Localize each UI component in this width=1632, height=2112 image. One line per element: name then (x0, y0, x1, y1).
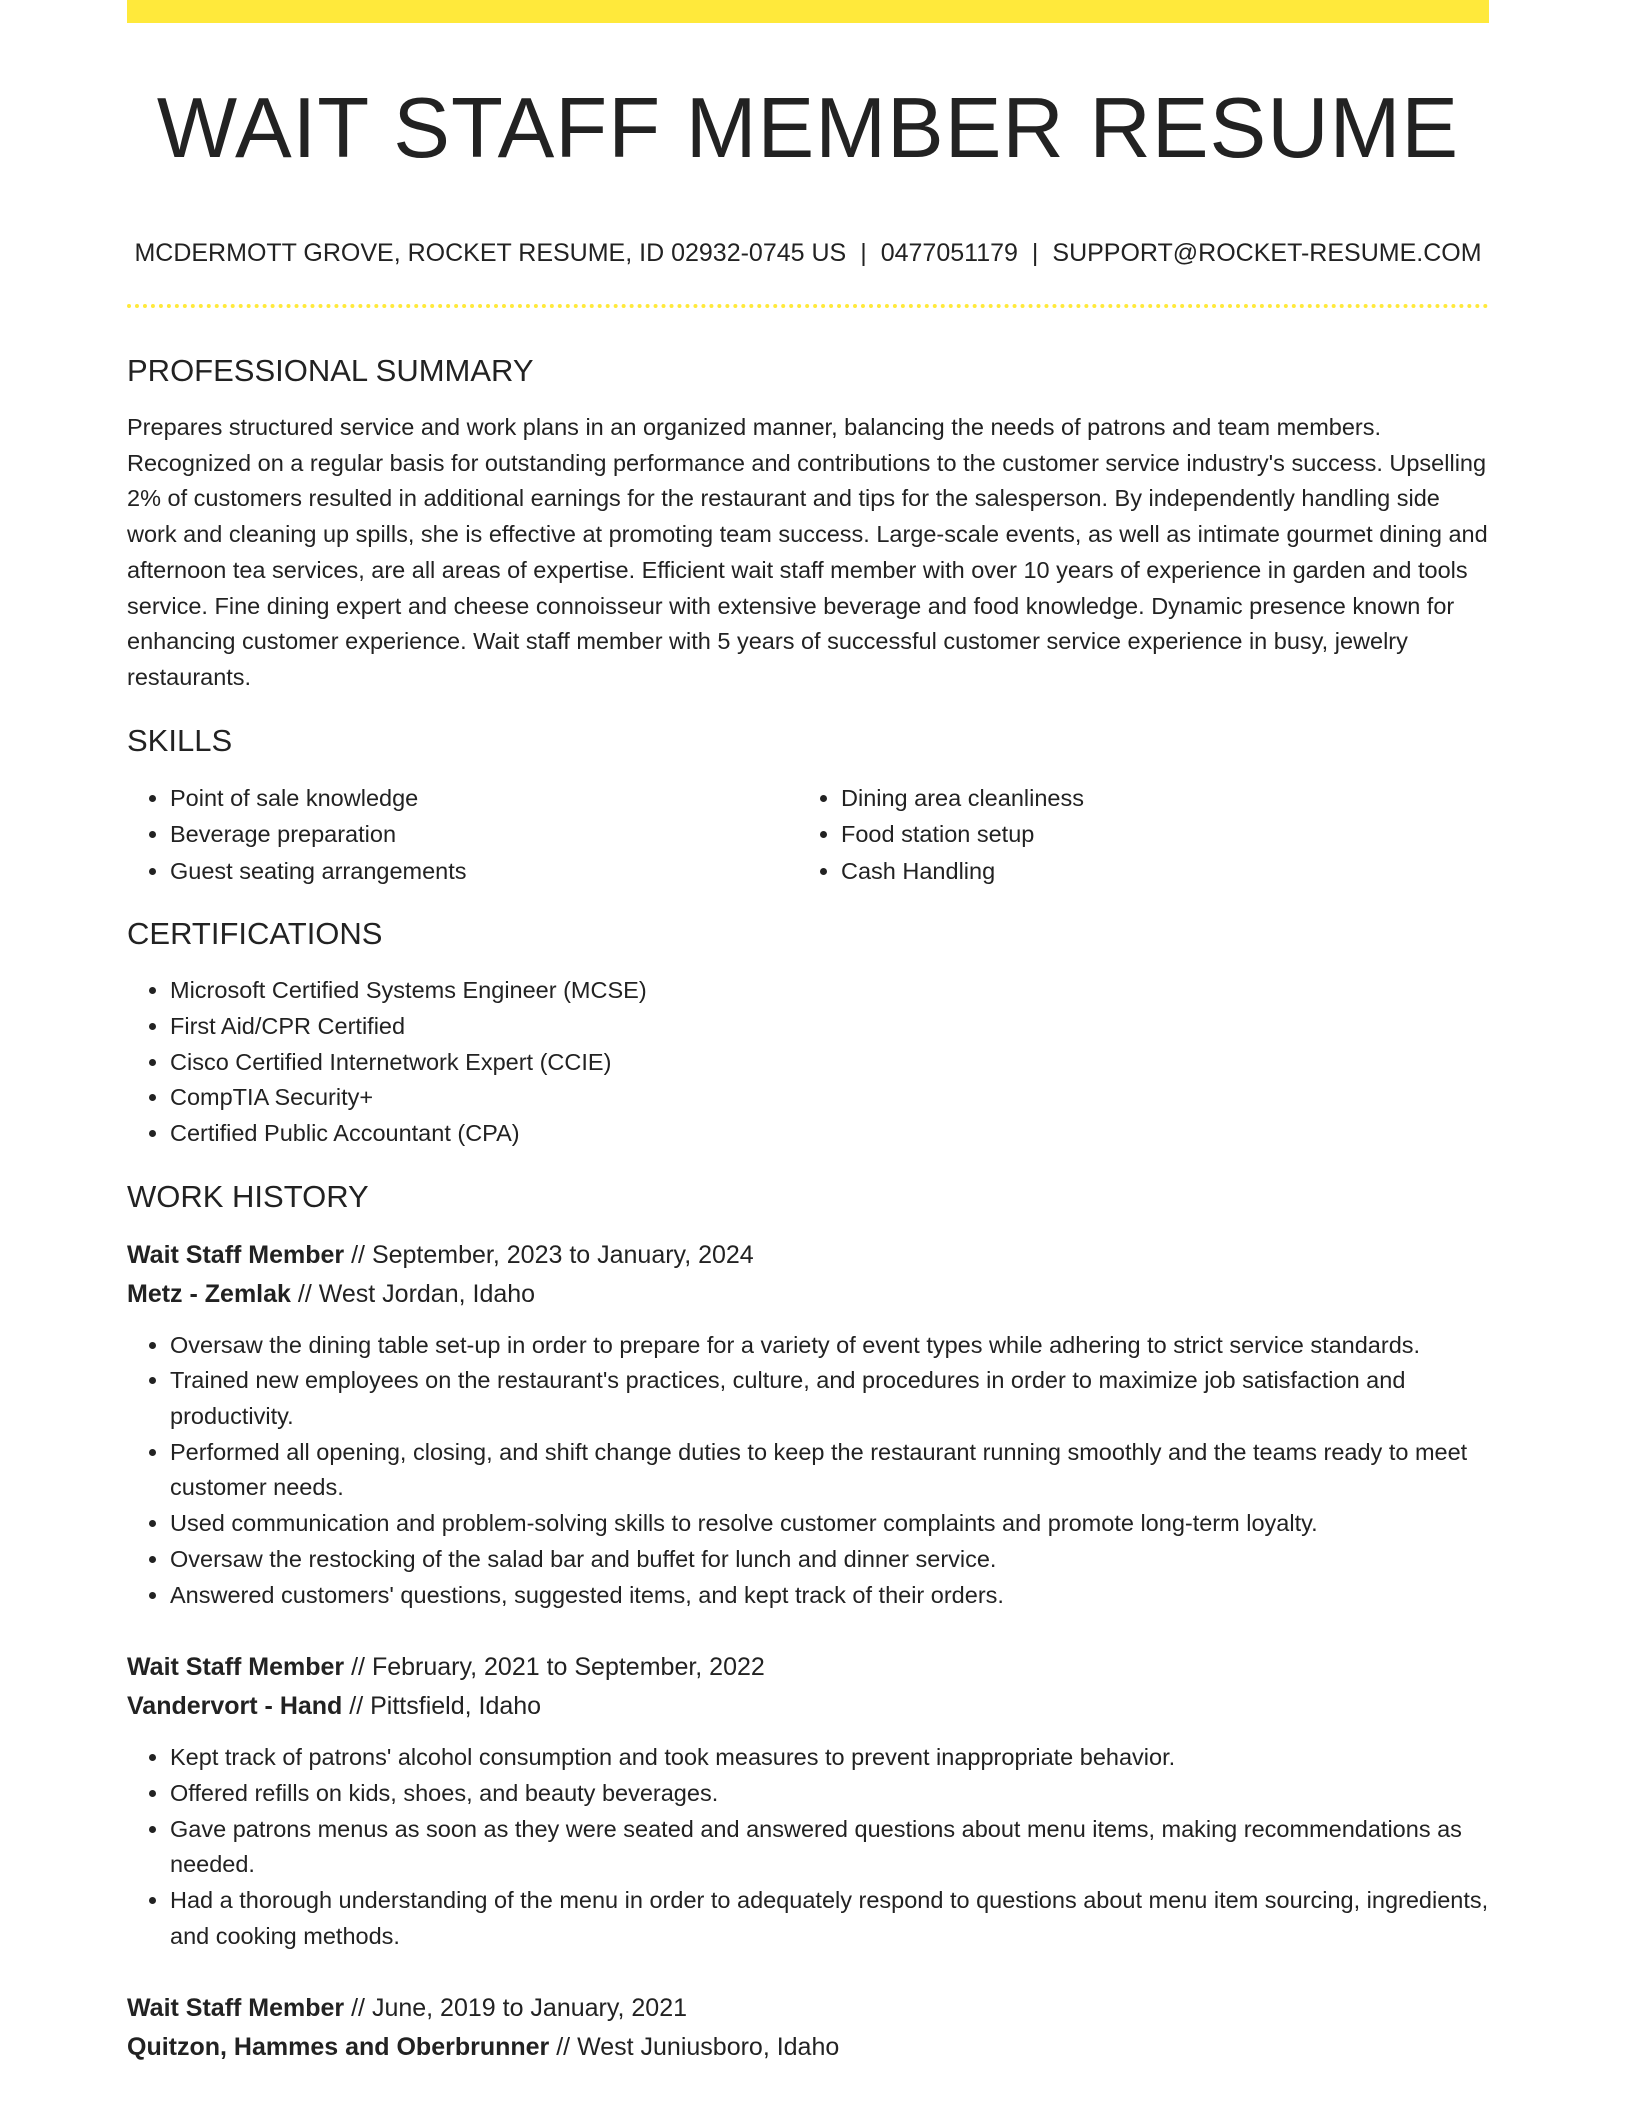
job-bullet: • Trained new employees on the restaurant's practices, culture, and procedures in order to maximize job satisfaction and productivity. (170, 1363, 1489, 1434)
job-bullet: • Oversaw the dining table set-up in order to prepare for a variety of event types while adhering to strict service standards. (170, 1328, 1489, 1364)
certification-item: • Microsoft Certified Systems Engineer (MCSE) (170, 973, 1489, 1009)
job-location: Pittsfield, Idaho (370, 1692, 542, 1721)
job-separator: // (344, 1994, 372, 2023)
job-bullet: • Had a thorough understanding of the menu in order to adequately respond to questions about menu item sourcing, ingredients, and cooking methods. (170, 1883, 1489, 1954)
job-company-line (127, 1687, 1489, 1726)
section-heading-skills: SKILLS (127, 722, 233, 758)
contact-separator: | (1031, 239, 1039, 267)
job-location: West Juniusboro, Idaho (577, 2033, 840, 2062)
accent-top-bar (127, 0, 1489, 23)
job-separator: // (344, 1653, 372, 1682)
resume-content (127, 350, 1489, 2102)
job-company: Quitzon, Hammes and Oberbrunner (127, 2033, 550, 2062)
job-bullet: • Answered customers' questions, suggested items, and kept track of their orders. (170, 1578, 1489, 1614)
job-bullet: • Kept track of patrons' alcohol consumption and took measures to prevent inappropriate behavior. (170, 1740, 1489, 1776)
contact-phone: 0477051179 (880, 239, 1018, 267)
job-company: Metz - Zemlak (127, 1279, 291, 1308)
job-entry (127, 1236, 1489, 1614)
professional-summary-section (127, 350, 1489, 696)
job-company: Vandervort - Hand (127, 1692, 343, 1721)
contact-address: MCDERMOTT GROVE, ROCKET RESUME, ID 02932-0745 US (134, 239, 847, 267)
job-title: Wait Staff Member (127, 1653, 345, 1682)
job-separator: // (290, 1279, 319, 1308)
skill-item: • Food station setup (841, 816, 1469, 853)
certification-item: • CompTIA Security+ (170, 1080, 1489, 1116)
section-heading-summary: PROFESSIONAL SUMMARY (127, 353, 534, 388)
job-company-line (127, 1275, 1489, 1314)
certification-item: • First Aid/CPR Certified (170, 1009, 1489, 1045)
certifications-section (127, 913, 1489, 1152)
contact-email: SUPPORT@ROCKET-RESUME.COM (1052, 239, 1482, 267)
section-heading-certifications: CERTIFICATIONS (127, 916, 383, 952)
skill-item: • Dining area cleanliness (841, 780, 1469, 817)
job-bullet: • Offered refills on kids, shoes, and beauty beverages. (170, 1776, 1489, 1812)
skills-list-right (798, 780, 1469, 890)
skill-item: • Point of sale knowledge (170, 780, 798, 817)
job-separator: // (549, 2033, 578, 2062)
job-title-line (127, 1648, 1489, 1687)
contact-separator: | (860, 239, 867, 267)
skills-section (127, 720, 1489, 890)
contact-line (127, 236, 1489, 270)
job-title-line (127, 1989, 1489, 2028)
job-separator: // (344, 1240, 372, 1269)
work-history-section (127, 1176, 1489, 2068)
resume-title: WAIT STAFF MEMBER RESUME (156, 81, 1460, 176)
job-bullet: • Used communication and problem-solving skills to resolve customer complaints and promote long-term loyalty. (170, 1506, 1489, 1542)
job-bullet: • Performed all opening, closing, and shift change duties to keep the restaurant running smoothly and the teams ready to meet customer needs. (170, 1435, 1489, 1506)
certification-item: • Certified Public Accountant (CPA) (170, 1116, 1489, 1152)
skill-item: • Cash Handling (841, 853, 1469, 890)
skills-grid (127, 780, 1489, 890)
job-company-line (127, 2028, 1489, 2067)
summary-text: Prepares structured service and work plans in an organized manner, balancing the needs of patrons and team members. Recognized on a regular basis for outstanding performance and contributions to the customer service industry's success. Upselling 2% of customers resulted in additional earnings for the restaurant and tips for the salesperson. By independently handling side work and cleaning up spills, she is effective at promoting team success. Large-scale events, as well as intimate gourmet dining and afternoon tea services, are all areas of expertise. Efficient wait staff member with over 10 years of experience in garden and tools service. Fine dining expert and cheese connoisseur with extensive beverage and food knowledge. Dynamic presence known for enhancing customer experience. Wait staff member with 5 years of successful customer service experience in busy, jewelry restaurants. (127, 414, 1488, 690)
certification-item: • Cisco Certified Internetwork Expert (CCIE) (170, 1045, 1489, 1081)
dotted-divider (127, 304, 1489, 308)
job-entry (127, 1648, 1489, 1954)
job-title-line (127, 1236, 1489, 1275)
job-title: Wait Staff Member (127, 1240, 345, 1269)
section-heading-work-history: WORK HISTORY (127, 1178, 369, 1214)
job-dates: September, 2023 to January, 2024 (371, 1240, 754, 1269)
skills-list-left (127, 780, 798, 890)
job-bullets (127, 1740, 1489, 1954)
job-dates: February, 2021 to September, 2022 (371, 1653, 765, 1682)
job-entry (127, 1989, 1489, 2067)
job-bullets (127, 1328, 1489, 1614)
job-bullet: • Gave patrons menus as soon as they were seated and answered questions about menu items, making recommendations as needed. (170, 1812, 1489, 1883)
job-title: Wait Staff Member (127, 1994, 345, 2023)
certifications-list (127, 973, 1489, 1152)
job-dates: June, 2019 to January, 2021 (371, 1994, 688, 2023)
job-location: West Jordan, Idaho (318, 1279, 536, 1308)
skill-item: • Beverage preparation (170, 816, 798, 853)
job-separator: // (342, 1692, 371, 1721)
skill-item: • Guest seating arrangements (170, 853, 798, 890)
job-bullet: • Oversaw the restocking of the salad bar and buffet for lunch and dinner service. (170, 1542, 1489, 1578)
